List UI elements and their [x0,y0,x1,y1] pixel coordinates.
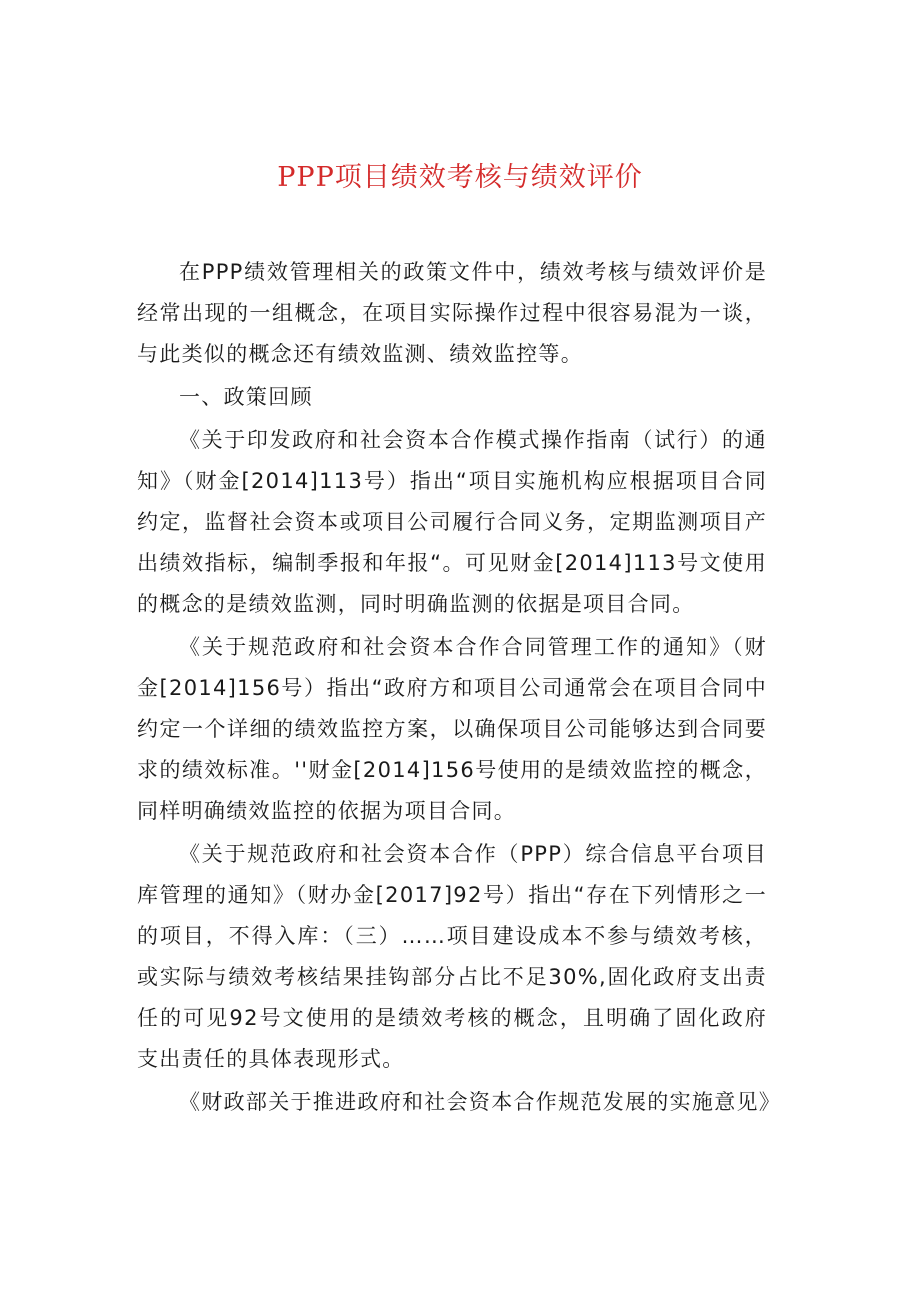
document-body [137,252,782,1125]
paragraph-policy-implementation: 《财政部关于推进政府和社会资本合作规范发展的实施意见》 [179,1090,782,1114]
paragraph-intro: 在PPP绩效管理相关的政策文件中，绩效考核与绩效评价是经常出现的一组概念，在项目实际操作过程中很容易混为一谈，与此类似的概念还有绩效监测、绩效监控等。 [137,260,767,366]
document-title: PPP项目绩效考核与绩效评价 [277,162,643,193]
paragraph-policy-156: 《关于规范政府和社会资本合作合同管理工作的通知》（财金[2014]156号）指出“政府方和项目公司通常会在项目合同中约定一个详细的绩效监控方案，以确保项目公司能够达到合同要求的绩效标准。''财金[2014]156号使用的是绩效监控的概念，同样明确绩效监控的依据为项目合同。 [137,635,767,823]
section-heading-policy-review: 一、政策回顾 [179,385,313,409]
paragraph-policy-92: 《关于规范政府和社会资本合作（PPP）综合信息平台项目库管理的通知》（财办金[2017]92号）指出“存在下列情形之一的项目，不得入库：（三）……项目建设成本不参与绩效考核，或实际与绩效考核结果挂钩部分占比不足30%,固化政府支出责任的可见92号文使用的是绩效考核的概念，且明确了固化政府支出责任的具体表现形式。 [137,842,767,1071]
paragraph-policy-113: 《关于印发政府和社会资本合作模式操作指南（试行）的通知》（财金[2014]113号）指出“项目实施机构应根据项目合同约定，监督社会资本或项目公司履行合同义务，定期监测项目产出绩效指标，编制季报和年报“。可见财金[2014]113号文使用的概念的是绩效监测，同时明确监测的依据是项目合同。 [137,428,767,616]
